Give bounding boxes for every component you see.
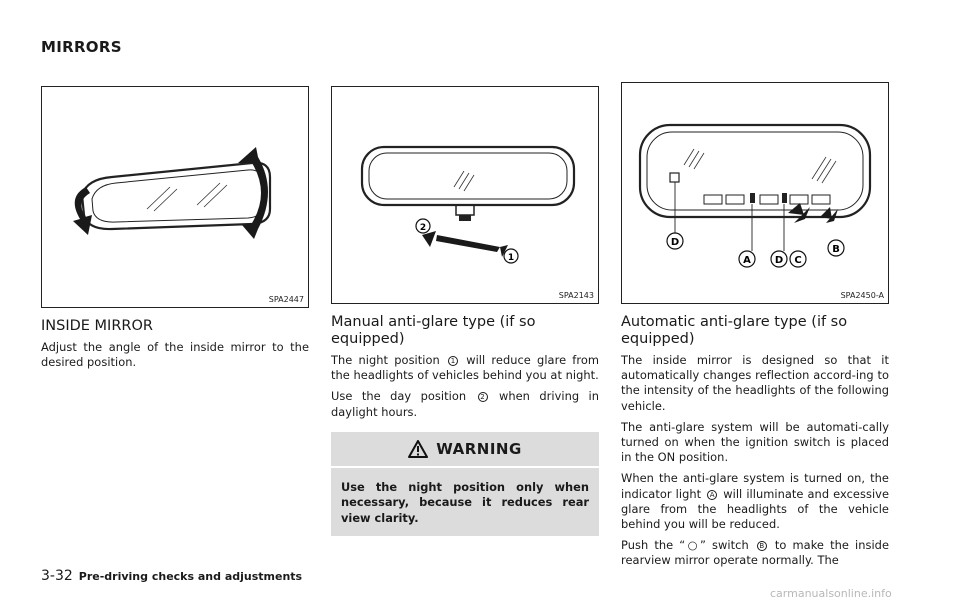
page-footer bbox=[41, 568, 302, 584]
watermark: carmanualsonline.info bbox=[770, 587, 892, 600]
warning-header bbox=[331, 432, 599, 468]
warning-box bbox=[331, 432, 599, 537]
column-inside-mirror bbox=[41, 318, 309, 376]
paragraph-night-position: The night position 1 will reduce glare from the headlights of vehicles behind you at night. bbox=[331, 353, 600, 383]
page-number: 3-32 bbox=[41, 568, 73, 584]
section-title: MIRRORS bbox=[41, 38, 122, 56]
figure-label-2: 2 bbox=[419, 223, 427, 233]
figure-auto-antiglare bbox=[621, 82, 889, 304]
inside-mirror-illustration bbox=[42, 87, 310, 309]
figure-label-1: 1 bbox=[507, 253, 515, 263]
figure-manual-antiglare bbox=[331, 86, 599, 304]
figure-label-a: A bbox=[743, 255, 751, 266]
figure-label-d-left: D bbox=[670, 237, 680, 248]
paragraph-day-position: Use the day position 2 when driving in daylight hours. bbox=[331, 389, 600, 419]
paragraph-indicator: When the anti-glare system is turned on, the indicator light A will illuminate and excessive glare from the headlights of the vehicle behind you will be reduced. bbox=[621, 471, 890, 532]
footer-chapter: Pre-driving checks and adjustments bbox=[78, 570, 303, 583]
ref-circle-2: 2 bbox=[478, 392, 488, 402]
ref-circle-1: 1 bbox=[448, 356, 458, 366]
circle-symbol: ○ bbox=[685, 538, 701, 553]
column-auto-antiglare bbox=[621, 314, 889, 575]
ref-circle-b: B bbox=[757, 541, 767, 551]
paragraph-switch: Push the “○” switch B to make the inside rearview mirror operate normally. The bbox=[621, 538, 890, 568]
manual-mirror-illustration bbox=[332, 87, 600, 305]
heading-auto-antiglare: Automatic anti-glare type (if so equipped) bbox=[621, 314, 848, 347]
figure-code: SPA2447 bbox=[268, 295, 304, 304]
column-manual-antiglare bbox=[331, 314, 599, 536]
paragraph-adjust: Adjust the angle of the inside mirror to the desired position. bbox=[41, 340, 309, 370]
figure-inside-mirror bbox=[41, 86, 309, 308]
figure-label-b: B bbox=[832, 244, 840, 255]
figure-label-d-right: D bbox=[774, 255, 784, 266]
paragraph-auto-on: The anti-glare system will be automati-cally turned on when the ignition switch is placed in the ON position. bbox=[621, 419, 889, 465]
warning-triangle-icon bbox=[408, 440, 428, 458]
warning-label: WARNING bbox=[436, 439, 522, 458]
figure-code: SPA2450-A bbox=[840, 291, 884, 300]
ref-circle-a: A bbox=[707, 490, 717, 500]
paragraph-auto-design: The inside mirror is designed so that it automatically changes reflection accord-ing to the intensity of the headlights of the following vehicle. bbox=[621, 353, 889, 413]
auto-mirror-illustration bbox=[622, 83, 890, 305]
heading-inside-mirror: INSIDE MIRROR bbox=[41, 318, 153, 334]
figure-label-c: C bbox=[794, 255, 802, 266]
figure-code: SPA2143 bbox=[558, 291, 594, 300]
warning-text: Use the night position only when necessary, because it reduces rear view clarity. bbox=[341, 479, 589, 525]
heading-manual-antiglare: Manual anti-glare type (if so equipped) bbox=[331, 314, 536, 347]
